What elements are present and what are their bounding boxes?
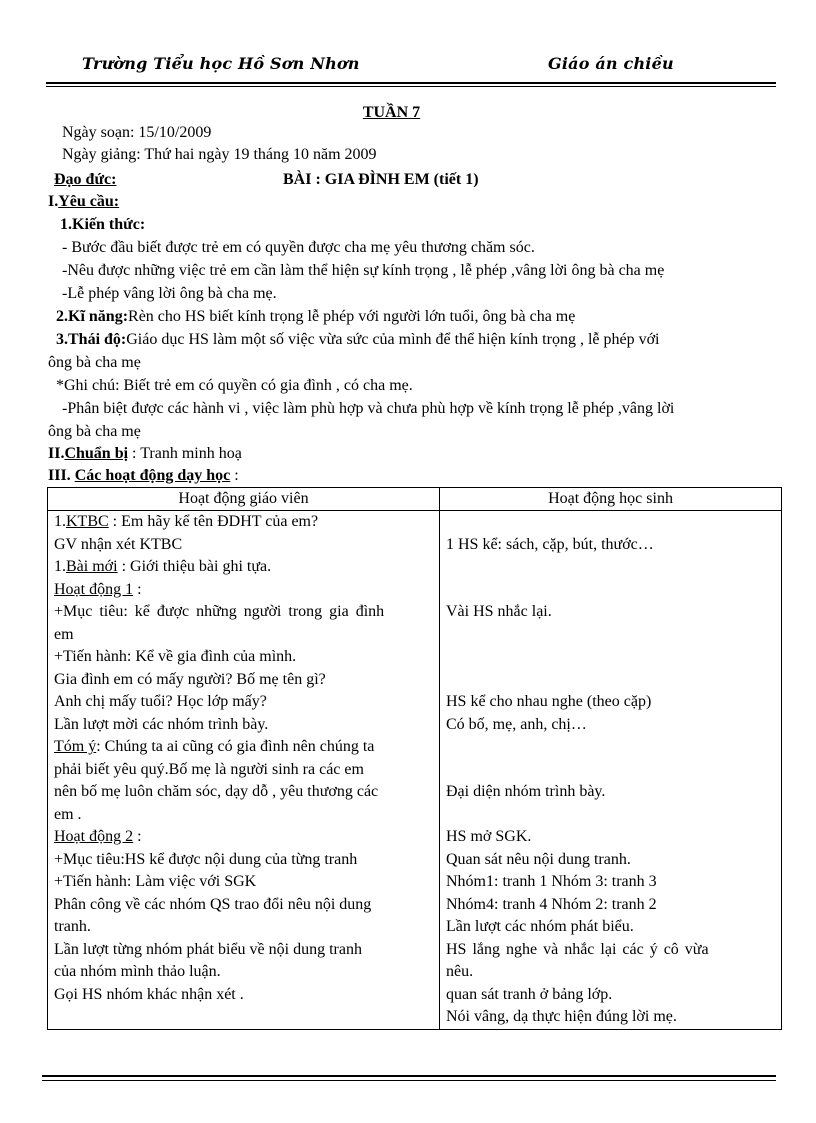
teacher-line: GV nhận xét KTBC bbox=[54, 535, 183, 553]
document-type: Giáo án chiều bbox=[548, 54, 674, 73]
teacher-line: Lần lượt từng nhóm phát biểu về nội dung tranh bbox=[54, 940, 362, 958]
teacher-line: +Tiến hành: Kể về gia đình của mình. bbox=[54, 648, 297, 665]
school-name: Trường Tiểu học Hồ Sơn Nhơn bbox=[82, 54, 360, 73]
section-1-heading bbox=[48, 191, 119, 213]
teacher-line: em . bbox=[54, 805, 82, 823]
section-2-heading: Chuẩn bị bbox=[64, 445, 129, 462]
section-2-prefix: II. bbox=[48, 445, 65, 462]
skill-label: 2.Kĩ năng: bbox=[56, 308, 129, 325]
new-lesson-label: Bài mới bbox=[66, 558, 118, 575]
header-rule-thin bbox=[46, 86, 776, 87]
footer-rule-thin bbox=[42, 1080, 776, 1081]
note-line: ông bà cha mẹ bbox=[48, 423, 141, 440]
teacher-activities-cell bbox=[48, 511, 440, 1030]
section-2-text: : Tranh minh hoạ bbox=[128, 445, 242, 462]
new-lesson-line bbox=[54, 556, 433, 579]
activity-2-heading bbox=[54, 826, 433, 849]
student-line: nêu. bbox=[446, 963, 474, 980]
activity-1-suffix: : bbox=[133, 580, 142, 598]
new-lesson-text: : Giới thiệu bài ghi tựa. bbox=[117, 558, 272, 575]
activity-2-suffix: : bbox=[133, 828, 142, 845]
attitude-line-2: ông bà cha mẹ bbox=[48, 354, 141, 371]
teacher-line: Gọi HS nhóm khác nhận xét . bbox=[54, 985, 244, 1003]
teacher-line: Gia đình em có mấy người? Bố mẹ tên gì? bbox=[54, 670, 326, 688]
teacher-line: Phân công về các nhóm QS trao đổi nêu nội dung bbox=[54, 895, 372, 913]
blank-line bbox=[446, 624, 775, 647]
date-prepared: Ngày soạn: 15/10/2009 bbox=[62, 124, 212, 141]
section-3-suffix: : bbox=[230, 467, 239, 484]
student-line: Vài HS nhắc lại. bbox=[446, 603, 552, 620]
blank-line bbox=[446, 579, 775, 602]
teacher-line: Anh chị mấy tuổi? Học lớp mấy? bbox=[54, 693, 267, 710]
student-line: HS lắng nghe và nhắc lại các ý cô vừa bbox=[446, 940, 709, 958]
blank-line bbox=[446, 511, 775, 534]
ktbc-line bbox=[54, 511, 433, 534]
lesson-title: BÀI : GIA ĐÌNH EM (tiết 1) bbox=[283, 171, 479, 188]
teacher-line: của nhóm mình thảo luận. bbox=[54, 963, 221, 980]
section-3-line bbox=[48, 465, 239, 487]
ktbc-number: 1. bbox=[54, 513, 66, 530]
summary-line bbox=[54, 736, 433, 759]
activity-1-label: Hoạt động 1 bbox=[54, 580, 134, 598]
teacher-line: +Mục tiêu: kể được những người trong gia đình bbox=[54, 603, 385, 620]
student-line: Có bố, mẹ, anh, chị… bbox=[446, 715, 587, 733]
footer-rule bbox=[42, 1075, 776, 1077]
blank-line bbox=[446, 646, 775, 669]
week-title: TUẦN 7 bbox=[362, 104, 421, 121]
attitude-label: 3.Thái độ: bbox=[56, 331, 127, 348]
student-line: HS kể cho nhau nghe (theo cặp) bbox=[446, 693, 652, 710]
student-line: Nói vâng, dạ thực hiện đúng lời mẹ. bbox=[446, 1008, 677, 1025]
teacher-line: tranh. bbox=[54, 918, 91, 935]
knowledge-line: - Bước đầu biết được trẻ em có quyền được cha mẹ yêu thương chăm sóc. bbox=[62, 239, 535, 256]
date-taught: Ngày giảng: Thứ hai ngày 19 tháng 10 năm 2009 bbox=[62, 146, 377, 163]
teacher-line: nên bố mẹ luôn chăm sóc, dạy dỗ , yêu thương các bbox=[54, 783, 379, 800]
header-rule bbox=[46, 82, 776, 84]
new-lesson-number: 1. bbox=[54, 558, 66, 575]
teacher-line: phải biết yêu quý.Bố mẹ là người sinh ra các em bbox=[54, 760, 364, 778]
teacher-line: Lần lượt mời các nhóm trình bày. bbox=[54, 715, 269, 733]
student-line: Quan sát nêu nội dung tranh. bbox=[446, 850, 631, 868]
knowledge-line: -Nêu được những việc trẻ em cần làm thể hiện sự kính trọng , lễ phép ,vâng lời ông bà cha mẹ bbox=[62, 262, 665, 279]
teacher-column-header: Hoạt động giáo viên bbox=[48, 488, 440, 511]
student-line: 1 HS kể: sách, cặp, bút, thước… bbox=[446, 535, 654, 553]
section-1-prefix: I. bbox=[48, 193, 59, 210]
activities-table bbox=[47, 487, 782, 1030]
blank-line bbox=[446, 736, 775, 759]
summary-label: Tóm ý bbox=[54, 738, 97, 755]
knowledge-line: -Lễ phép vâng lời ông bà cha mẹ. bbox=[62, 285, 277, 302]
subject-label: Đạo đức: bbox=[54, 171, 117, 188]
blank-line bbox=[446, 669, 775, 692]
attitude-text: Giáo dục HS làm một số việc vừa sức của mình để thể hiện kính trọng , lễ phép với bbox=[126, 331, 660, 348]
knowledge-label: 1.Kiến thức: bbox=[60, 216, 146, 233]
activity-2-label: Hoạt động 2 bbox=[54, 828, 134, 845]
section-2-line bbox=[48, 443, 242, 465]
skill-line bbox=[56, 306, 575, 328]
student-line: Nhóm4: tranh 4 Nhóm 2: tranh 2 bbox=[446, 895, 657, 913]
student-line: Nhóm1: tranh 1 Nhóm 3: tranh 3 bbox=[446, 873, 657, 890]
ktbc-label: KTBC bbox=[66, 513, 109, 530]
table-row bbox=[48, 511, 782, 1030]
section-1-title: Yêu cầu: bbox=[58, 193, 120, 210]
ktbc-text: : Em hãy kể tên ĐDHT của em? bbox=[108, 513, 319, 530]
table-header-row bbox=[48, 488, 782, 511]
blank-line bbox=[54, 1006, 433, 1029]
blank-line bbox=[446, 556, 775, 579]
student-line: quan sát tranh ở bảng lớp. bbox=[446, 985, 613, 1003]
student-column-header: Hoạt động học sinh bbox=[440, 488, 782, 511]
attitude-line bbox=[56, 329, 660, 351]
note-line: *Ghi chú: Biết trẻ em có quyền có gia đình , có cha mẹ. bbox=[56, 377, 413, 394]
blank-line bbox=[446, 759, 775, 782]
student-line: HS mở SGK. bbox=[446, 828, 532, 845]
teacher-line: em bbox=[54, 625, 74, 643]
student-activities-cell bbox=[440, 511, 782, 1030]
section-3-heading: Các hoạt động dạy học bbox=[74, 467, 231, 484]
student-line: Đại diện nhóm trình bày. bbox=[446, 783, 606, 800]
note-line: -Phân biệt được các hành vi , việc làm phù hợp và chưa phù hợp về kính trọng lễ phép ,vâng lời bbox=[62, 400, 675, 417]
student-line: Lần lượt các nhóm phát biểu. bbox=[446, 918, 634, 935]
skill-text: Rèn cho HS biết kính trọng lễ phép với người lớn tuổi, ông bà cha mẹ bbox=[128, 308, 576, 325]
teacher-line: +Mục tiêu:HS kể được nội dung của từng tranh bbox=[54, 850, 358, 868]
section-3-prefix: III. bbox=[48, 467, 75, 484]
activity-1-heading bbox=[54, 579, 433, 602]
blank-line bbox=[446, 804, 775, 827]
teacher-line: +Tiến hành: Làm việc với SGK bbox=[54, 873, 257, 890]
summary-text: : Chúng ta ai cũng có gia đình nên chúng ta bbox=[96, 738, 375, 755]
